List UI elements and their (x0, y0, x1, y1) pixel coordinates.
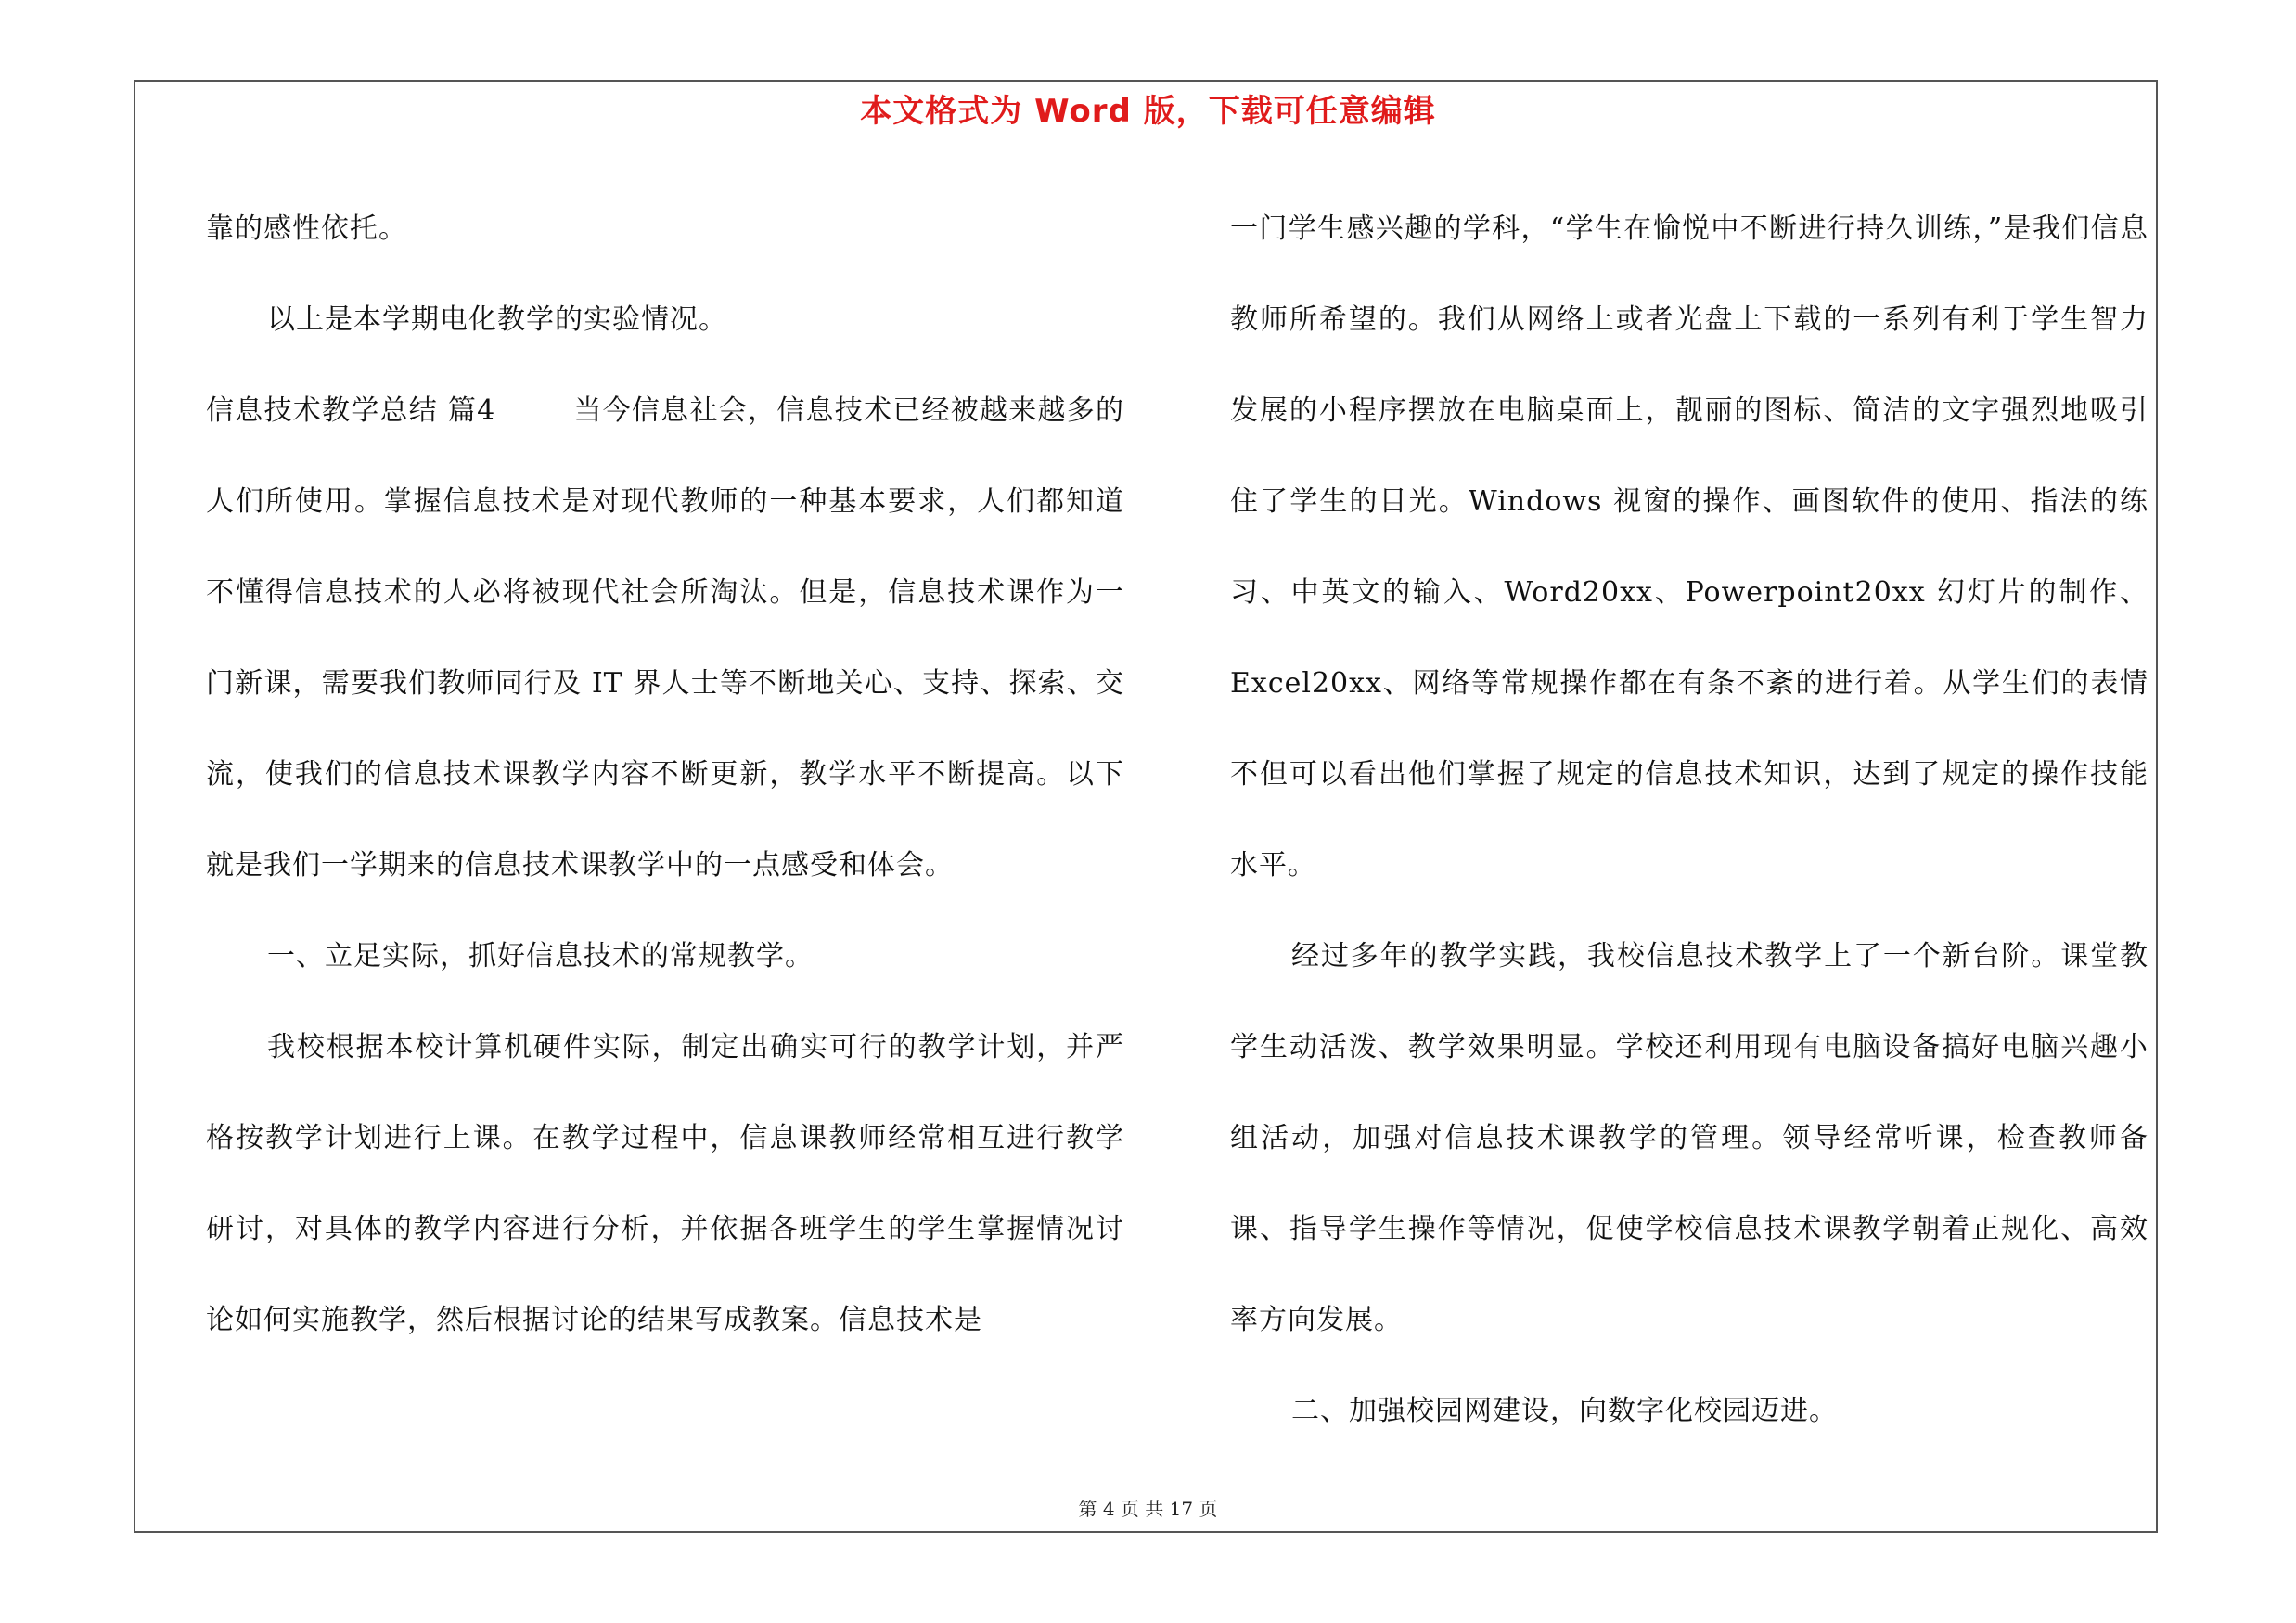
section-title: 信息技术教学总结 篇4 (206, 394, 496, 427)
paragraph-text: 当今信息社会，信息技术已经被越来越多的人们所使用。掌握信息技术是对现代教师的一种基本要求，人们都知道不懂得信息技术的人必将被现代社会所淘汰。但是，信息技术课作为一门新课，需要我们教师同行及 IT 界人士等不断地关心、支持、探索、交流，使我们的信息技术课教学内容不断更新，教学水平不断提高。以下就是我们一学期来的信息技术课教学中的一点感受和体会。 (206, 394, 1125, 882)
right-column (1230, 184, 2148, 1457)
paragraph: 一门学生感兴趣的学科，“学生在愉悦中不断进行持久训练，”是我们信息教师所希望的。我们从网络上或者光盘上下载的一系列有利于学生智力发展的小程序摆放在电脑桌面上，靓丽的图标、简洁的文字强烈地吸引住了学生的目光。Windows 视窗的操作、画图软件的使用、指法的练习、中英文的输入、Word20xx、Powerpoint20xx 幻灯片的制作、Excel20xx、网络等常规操作都在有条不紊的进行着。从学生们的表情不但可以看出他们掌握了规定的信息技术知识，达到了规定的操作技能水平。 (1230, 213, 2148, 882)
page-number: 第 4 页 共 17 页 (1078, 1498, 1218, 1520)
paragraph: 以上是本学期电化教学的实验情况。 (267, 303, 727, 336)
section-paragraph (206, 366, 1124, 911)
paragraph: 我校根据本校计算机硬件实际，制定出确实可行的教学计划，并严格按教学计划进行上课。在教学过程中，信息课教师经常相互进行教学研讨，对具体的教学内容进行分析，并依据各班学生的学生掌握情况讨论如何实施教学，然后根据讨论的结果写成教案。信息技术是 (206, 1031, 1124, 1336)
paragraph: 经过多年的教学实践，我校信息技术教学上了一个新台阶。课堂教学生动活泼、教学效果明显。学校还利用现有电脑设备搞好电脑兴趣小组活动，加强对信息技术课教学的管理。领导经常听课，检查教师备课、指导学生操作等情况，促使学校信息技术课教学朝着正规化、高效率方向发展。 (1230, 940, 2148, 1336)
left-column (206, 184, 1124, 1366)
section-heading: 一、立足实际，抓好信息技术的常规教学。 (267, 940, 814, 973)
paragraph: 靠的感性依托。 (206, 213, 407, 245)
section-heading: 二、加强校园网建设，向数字化校园迈进。 (1291, 1395, 1838, 1427)
word-format-banner: 本文格式为 Word 版，下载可任意编辑 (860, 93, 1436, 130)
